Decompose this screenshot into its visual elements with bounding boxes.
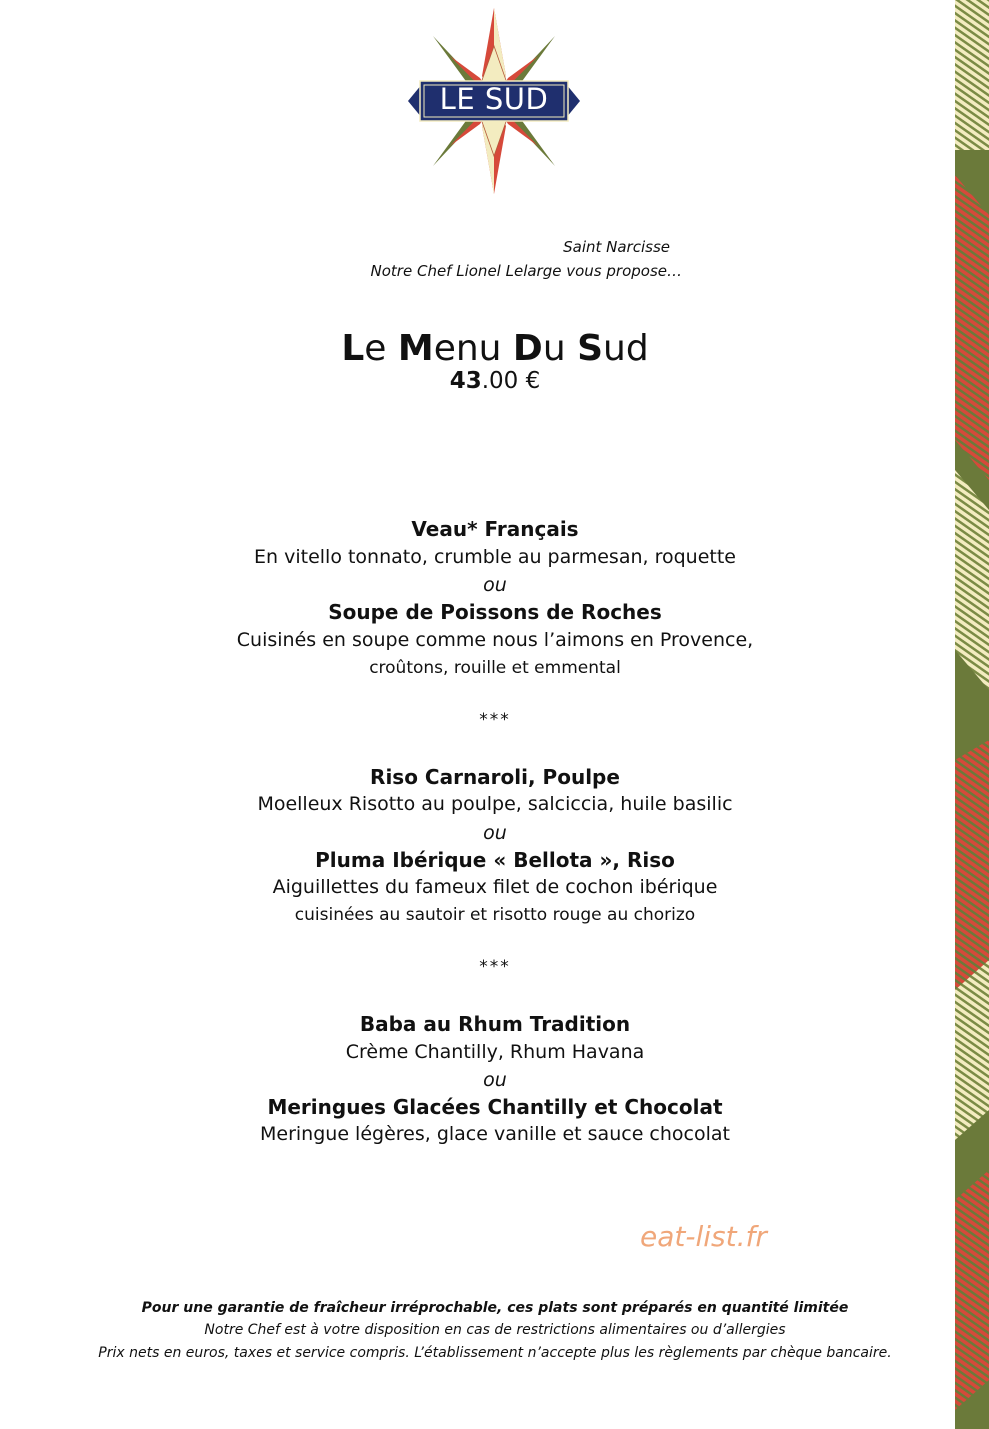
starter-or: ou — [483, 574, 507, 596]
main-desc-2a: Aiguillettes du fameux filet de cochon ibérique — [272, 876, 718, 898]
dessert-or: ou — [483, 1069, 507, 1091]
main-desc-1: Moelleux Risotto au poulpe, salciccia, huile basilic — [257, 793, 733, 815]
starter-desc-2a: Cuisinés en soupe comme nous l’aimons en Provence, — [236, 629, 754, 651]
decorative-stripe-border — [955, 0, 989, 1429]
watermark: eat-list.fr — [640, 1220, 767, 1253]
menu-title: Le Menu Du Sud — [341, 328, 649, 369]
starter-dish-1: Veau* Français — [411, 517, 579, 541]
intro-saint-narcisse: Saint Narcisse — [563, 238, 670, 256]
footer-allergy-note: Notre Chef est à votre disposition en cas de restrictions alimentaires ou d’allergies — [204, 1322, 786, 1338]
logo-text: LE SUD — [439, 82, 549, 116]
starter-desc-2b: croûtons, rouille et emmental — [369, 658, 621, 678]
starter-dish-2: Soupe de Poissons de Roches — [328, 600, 662, 624]
dessert-dish-2: Meringues Glacées Chantilly et Chocolat — [267, 1095, 723, 1119]
starter-desc-1: En vitello tonnato, crumble au parmesan, roquette — [254, 546, 736, 568]
footer-freshness-note: Pour une garantie de fraîcheur irréprochable, ces plats sont préparés en quantité limitée — [141, 1300, 849, 1316]
menu-price: 43.00 € — [449, 368, 541, 394]
main-desc-2b: cuisinées au sautoir et risotto rouge au chorizo — [294, 905, 696, 925]
dessert-desc-1: Crème Chantilly, Rhum Havana — [345, 1041, 645, 1063]
dessert-dish-1: Baba au Rhum Tradition — [359, 1012, 631, 1036]
main-dish-1: Riso Carnaroli, Poulpe — [370, 765, 620, 789]
dessert-desc-2: Meringue légères, glace vanille et sauce chocolat — [260, 1123, 730, 1145]
main-or: ou — [483, 822, 507, 844]
main-dish-2: Pluma Ibérique « Bellota », Riso — [315, 848, 675, 872]
course-separator-2: *** — [479, 957, 511, 977]
course-separator-1: *** — [479, 710, 511, 730]
intro-chef-line: Notre Chef Lionel Lelarge vous propose… — [370, 262, 682, 280]
footer-price-note: Prix nets en euros, taxes et service compris. L’établissement n’accepte plus les règlements par chèque bancaire. — [98, 1345, 892, 1361]
le-sud-logo — [408, 6, 580, 196]
